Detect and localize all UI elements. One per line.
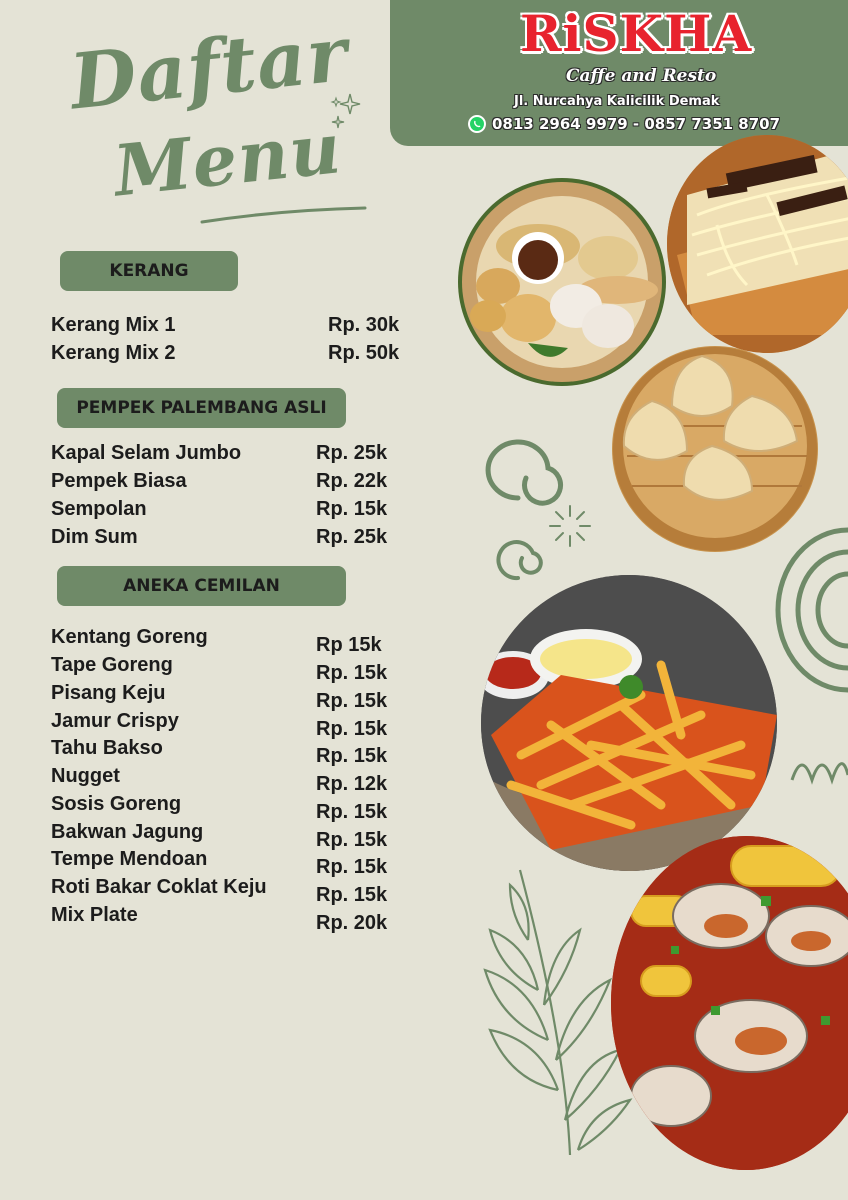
food-photo-roti-bakar <box>667 135 848 353</box>
menu-item-price: Rp. 15k <box>316 801 388 823</box>
menu-item-name: Jamur Crispy <box>51 710 179 732</box>
menu-item-price: Rp. 15k <box>316 829 388 851</box>
menu-item-price: Rp. 22k <box>316 470 388 492</box>
menu-item-name: Kerang Mix 1 <box>51 314 176 336</box>
food-photo-kentang-goreng <box>481 575 777 871</box>
brand-logo: RiSKHA <box>520 4 753 63</box>
sparkle-icon <box>330 92 370 136</box>
food-photo-dimsum <box>612 346 818 552</box>
menu-item-name: Dim Sum <box>51 526 138 548</box>
menu-item-name: Mix Plate <box>51 904 138 926</box>
menu-item-name: Sosis Goreng <box>51 793 182 815</box>
menu-item-price: Rp. 15k <box>316 662 388 684</box>
menu-item-name: Nugget <box>51 765 120 787</box>
menu-item-price: Rp. 15k <box>316 498 388 520</box>
arch-decoration <box>772 520 848 810</box>
section-header-kerang: KERANG <box>60 251 238 291</box>
whatsapp-icon <box>468 115 486 133</box>
title-underline <box>200 200 370 230</box>
address-text: Jl. Nurcahya Kalicilik Demak <box>514 94 720 109</box>
menu-item-name: Bakwan Jagung <box>51 821 204 843</box>
menu-item-name: Kerang Mix 2 <box>51 342 176 364</box>
menu-item-price: Rp. 50k <box>328 342 400 364</box>
menu-item-name: Tape Goreng <box>51 654 173 676</box>
menu-item-price: Rp. 30k <box>328 314 400 336</box>
section-header-cemilan: ANEKA CEMILAN <box>57 566 346 606</box>
menu-item-name: Kapal Selam Jumbo <box>51 442 242 464</box>
menu-item-name: Pempek Biasa <box>51 470 187 492</box>
menu-item-price: Rp. 15k <box>316 718 388 740</box>
menu-item-name: Tahu Bakso <box>51 737 163 759</box>
brand-tagline: Caffe and Resto <box>566 66 717 86</box>
phone-numbers[interactable]: 0813 2964 9979 - 0857 7351 8707 <box>492 115 781 133</box>
swirl-decoration <box>478 438 608 588</box>
food-photo-pempek <box>458 178 666 386</box>
menu-item-name: Sempolan <box>51 498 147 520</box>
menu-item-name: Kentang Goreng <box>51 626 208 648</box>
menu-title-line2: Menu <box>110 106 346 213</box>
menu-item-name: Roti Bakar Coklat Keju <box>51 876 267 898</box>
menu-item-price: Rp. 12k <box>316 773 388 795</box>
section-header-pempek: PEMPEK PALEMBANG ASLI <box>57 388 346 428</box>
menu-item-price: Rp. 15k <box>316 690 388 712</box>
menu-item-price: Rp. 25k <box>316 442 388 464</box>
menu-item-price: Rp 15k <box>316 634 382 656</box>
menu-item-price: Rp. 25k <box>316 526 388 548</box>
menu-item-name: Pisang Keju <box>51 682 166 704</box>
menu-title-line1: Daftar <box>66 8 353 127</box>
menu-item-price: Rp. 20k <box>316 912 388 934</box>
phone-row <box>468 115 780 133</box>
menu-item-price: Rp. 15k <box>316 884 388 906</box>
menu-item-name: Tempe Mendoan <box>51 848 208 870</box>
menu-item-price: Rp. 15k <box>316 856 388 878</box>
menu-item-price: Rp. 15k <box>316 745 388 767</box>
